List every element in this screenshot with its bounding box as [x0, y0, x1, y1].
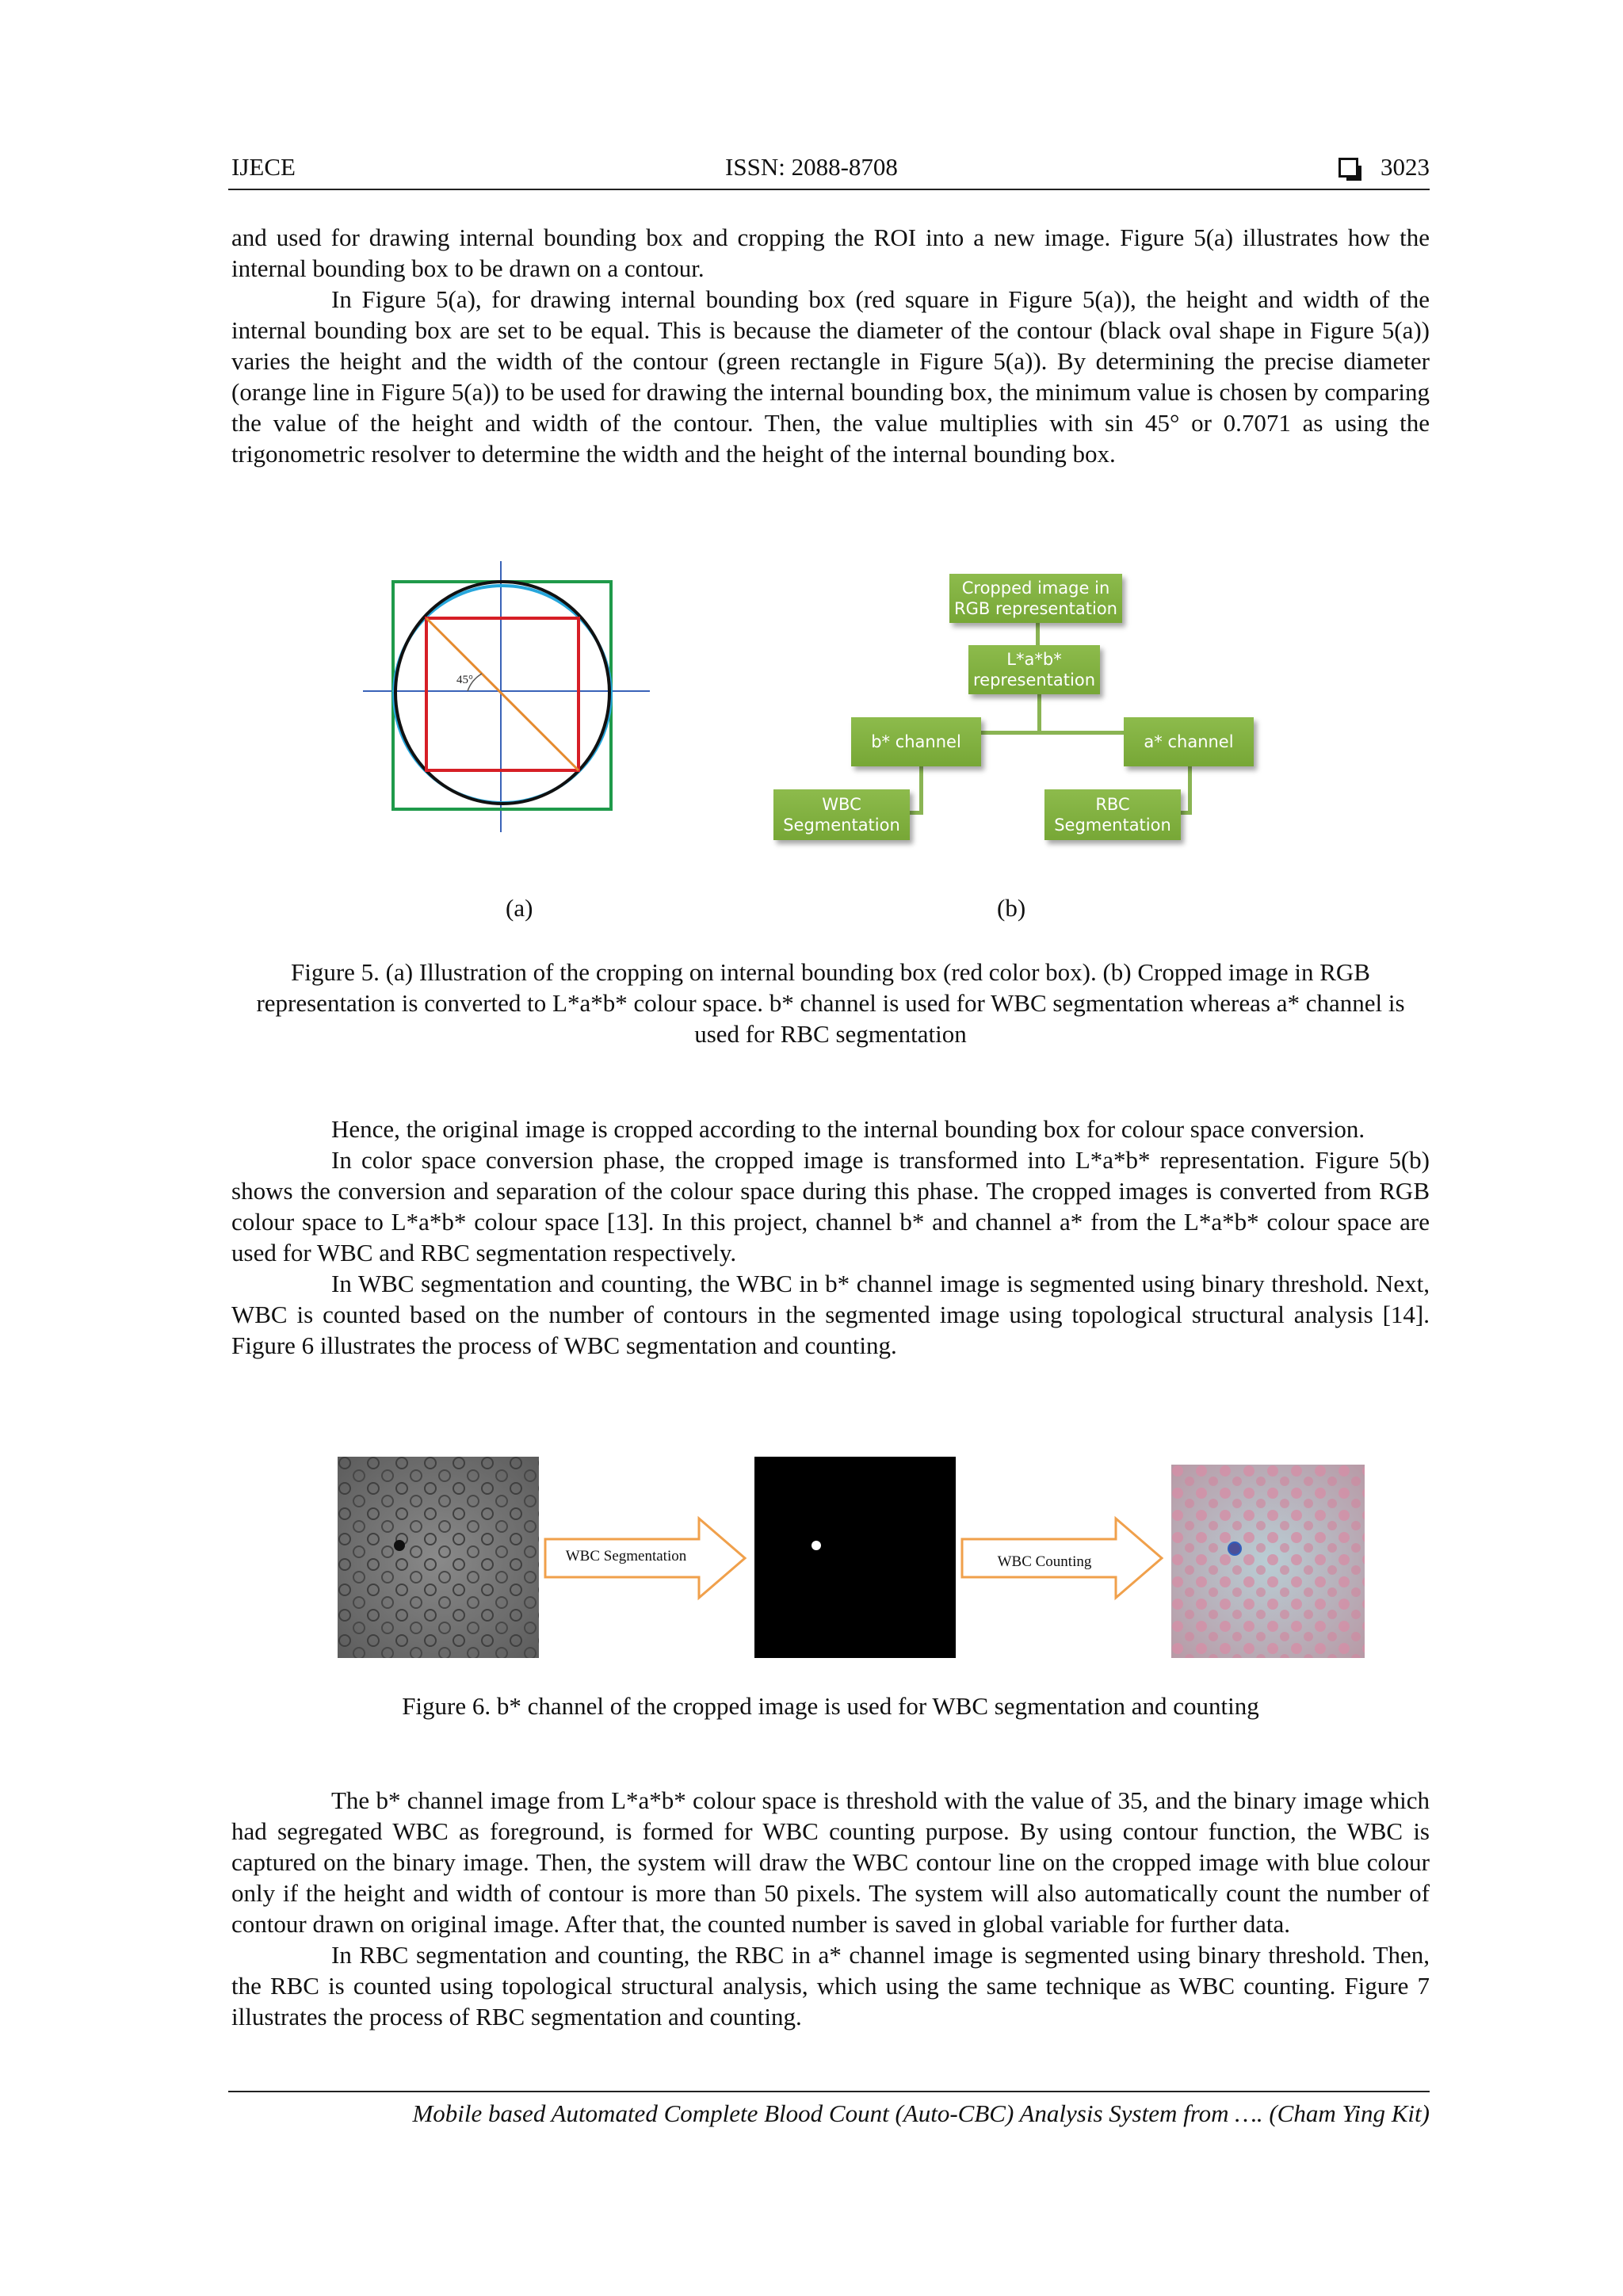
connector-a-down [1188, 766, 1192, 815]
figure-5a-label: (a) [506, 894, 533, 922]
checkbox-square-icon [1338, 158, 1358, 178]
connector-b-to-wbc [909, 811, 923, 815]
paragraph-3: Hence, the original image is cropped according to the internal bounding box for colour space conversion. [331, 1115, 1365, 1143]
node-a-channel: a* channel [1124, 717, 1254, 766]
paragraph-2: In Figure 5(a), for drawing internal bounding box (red square in Figure 5(a)), the height and width of the internal bounding box are set to be equal. This is because the diameter of the contour (black oval shape in Figure 5(a)) varies the height and the width of the contour (green rectangle in Figure 5(a)). By determining the precise diameter (orange line in Figure 5(a)) to be used for drawing the internal bounding box, the minimum value is chosen by comparing the value of the height and width of the contour. Then, the value multiplies with sin 45° or 0.7071 as using the trigonometric resolver to determine the width and the height of the internal bounding box. [231, 285, 1430, 468]
connector-crop-to-lab [1036, 620, 1040, 647]
node-rbc-segmentation: RBC Segmentation [1044, 789, 1181, 840]
blue-wbc-contour [1228, 1542, 1241, 1555]
arrow-wbc-segmentation-label: WBC Segmentation [565, 1548, 687, 1564]
orange-diameter-line [426, 618, 579, 770]
journal-name: IJECE [231, 153, 296, 181]
paragraph-7: In RBC segmentation and counting, the RBC in a* channel image is segmented using binary threshold. Then, the RBC is counted using topological structural analysis, which using the same technique as WBC counting. Figure 7 illustrates the process of RBC segmentation and counting. [231, 1941, 1430, 2030]
page-number-block [1338, 153, 1430, 181]
header-rule [228, 189, 1430, 190]
figure-5a-diagram [349, 555, 682, 840]
text-block-top [231, 222, 1430, 469]
text-block-middle [231, 1114, 1430, 1361]
counted-color-image [1171, 1465, 1365, 1658]
node-b-channel: b* channel [851, 717, 981, 766]
footer-rule [228, 2091, 1430, 2092]
text-block-bottom [231, 1785, 1430, 2032]
paragraph-5: In WBC segmentation and counting, the WBC in b* channel image is segmented using binary threshold. Next, WBC is counted based on the number of contours in the segmented image using topological structural analysis [14]. Figure 6 illustrates the process of WBC segmentation and counting. [231, 1270, 1430, 1359]
node-wbc-segmentation: WBC Segmentation [773, 789, 910, 840]
white-wbc-dot [812, 1541, 821, 1550]
node-lab-representation: L*a*b* representation [968, 645, 1100, 694]
dark-wbc-spot [394, 1540, 405, 1551]
running-footer: Mobile based Automated Complete Blood Count (Auto-CBC) Analysis System from …. (Cham Ying Kit) [412, 2099, 1430, 2127]
node-cropped-rgb: Cropped image in RGB representation [949, 574, 1122, 623]
binary-threshold-image [754, 1457, 956, 1658]
figure-6-caption: Figure 6. b* channel of the cropped image is used for WBC segmentation and counting [402, 1692, 1259, 1720]
figure-5-caption: Figure 5. (a) Illustration of the cropping on internal bounding box (red color box). (b) Cropped image in RGB representation is converted to L*a*b* colour space. b* channel is used for WBC segmentation whereas a* channel is used for RBC segmentation [256, 958, 1405, 1048]
figure-5b-label: (b) [997, 894, 1026, 922]
bchannel-grayscale-image [338, 1457, 539, 1658]
paragraph-4: In color space conversion phase, the cropped image is transformed into L*a*b* representation. Figure 5(b) shows the conversion and separation of the colour space during this phase. The cropped images is converted from RGB colour space to L*a*b* colour space [13]. In this project, channel b* and channel a* from the L*a*b* colour space are used for WBC and RBC segmentation respectively. [231, 1146, 1430, 1266]
connector-b-down [919, 766, 923, 815]
paragraph-6: The b* channel image from L*a*b* colour space is threshold with the value of 35, and the binary image which had segregated WBC as foreground, is formed for WBC counting purpose. By using contour function, the WBC is captured on the binary image. Then, the system will draw the WBC contour line on the cropped image with blue colour only if the height and width of contour is more than 50 pixels. The system will also automatically count the number of contour drawn on original image. After that, the counted number is saved in global variable for further data. [231, 1786, 1430, 1938]
paragraph-1: and used for drawing internal bounding box and cropping the ROI into a new image. Figure 5(a) illustrates how the internal bounding box to be drawn on a contour. [231, 223, 1430, 282]
arrow-wbc-counting-label: WBC Counting [997, 1553, 1092, 1570]
connector-lab-down [1037, 693, 1041, 732]
angle-label: 45° [456, 674, 473, 686]
issn: ISSN: 2088-8708 [725, 153, 898, 181]
page-number: 3023 [1381, 153, 1430, 181]
